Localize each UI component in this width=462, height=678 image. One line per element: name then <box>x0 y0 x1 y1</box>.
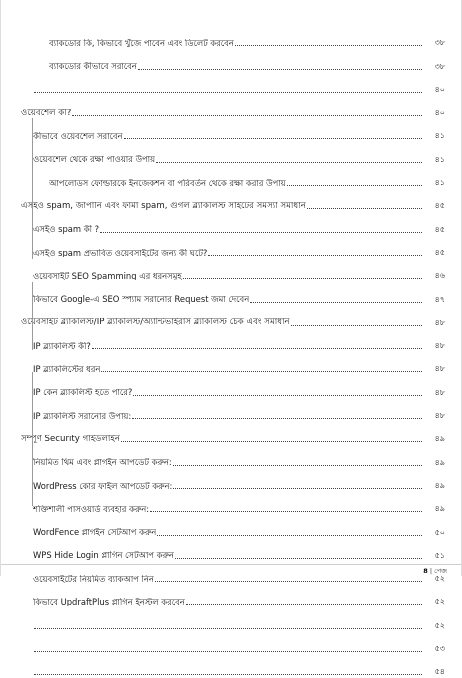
toc-entry-page: ৪১ <box>434 131 445 141</box>
table-of-contents <box>1 26 461 678</box>
toc-entry[interactable] <box>1 632 461 655</box>
toc-entry[interactable] <box>1 119 461 142</box>
toc-entry-title: IP ব্ল্যাকলিস্টের ধরন <box>33 365 101 374</box>
toc-entry-title: কিভাবে Google-এ SEO স্প্যাম সরানোর Request জমা দেবেন <box>33 295 250 304</box>
toc-dot-leader <box>34 92 422 93</box>
toc-dot-leader <box>92 348 422 349</box>
toc-entry-title: এসইও spam কী ? <box>33 225 100 234</box>
toc-entry-title: সম্পূর্ণ Security গাইডলাইন <box>21 434 120 444</box>
toc-dot-leader <box>307 208 422 209</box>
toc-entry[interactable] <box>1 608 461 631</box>
toc-entry[interactable] <box>1 539 461 562</box>
footer-separator: | <box>427 567 435 575</box>
toc-entry[interactable] <box>1 282 461 305</box>
toc-entry-page: ৫২ <box>434 574 445 584</box>
toc-entry-page: ৪৫ <box>434 224 445 234</box>
toc-dot-leader <box>156 162 422 163</box>
toc-entry[interactable] <box>1 585 461 608</box>
toc-entry-title: WordFence প্লাগইন সেটআপ করুন <box>33 528 157 537</box>
toc-entry-page: ৪০ <box>434 108 445 118</box>
toc-entry-page: ৪৮ <box>434 341 445 351</box>
toc-entry[interactable] <box>1 236 461 259</box>
toc-entry[interactable] <box>1 96 461 119</box>
toc-entry-page: ৪৫ <box>434 201 445 211</box>
toc-entry-page: ৪১ <box>434 154 445 164</box>
toc-dot-leader <box>157 535 422 536</box>
toc-entry[interactable] <box>1 655 461 678</box>
toc-guide-line-section-3 <box>32 282 33 350</box>
toc-dot-leader <box>121 441 422 442</box>
toc-entry-page: ৪১ <box>434 178 445 188</box>
toc-dot-leader <box>101 371 422 372</box>
toc-entry[interactable] <box>1 259 461 282</box>
toc-entry-page: ৫০ <box>434 527 445 537</box>
toc-dot-leader <box>34 628 422 629</box>
toc-entry-page: ৪৯ <box>434 457 445 467</box>
toc-entry-page: ৪০ <box>434 84 445 94</box>
toc-dot-leader <box>150 511 422 512</box>
toc-entry-title: ওয়েবসাইট SEO Spamming এর ধরনসমূহ <box>33 271 182 281</box>
toc-entry[interactable] <box>1 375 461 398</box>
toc-dot-leader <box>175 558 422 559</box>
toc-dot-leader <box>287 185 422 186</box>
toc-entry[interactable] <box>1 422 461 445</box>
toc-entry-title: ওয়েবশেল কী? <box>21 108 72 118</box>
toc-entry-page: ৪৮ <box>434 411 445 421</box>
toc-entry-title: আপলোডস ফোল্ডারকে ইনজেকশন বা পরিবর্তন থেকে রক্ষা করার উপায় <box>49 178 286 188</box>
toc-entry-title: কীভাবে ওয়েবশেল সরাবেন <box>33 132 123 141</box>
toc-dot-leader <box>173 488 422 489</box>
toc-dot-leader <box>132 418 422 419</box>
toc-entry-title: ব্যাকডোর কি, কিভাবে খুঁজে পাবেন এবং ডিলেট করবেন <box>49 38 234 48</box>
toc-entry-title: ব্যাকডোর কীভাবে সরাবেন <box>49 62 137 71</box>
footer-page-label: পেজ <box>434 567 447 575</box>
toc-dot-leader <box>250 302 422 303</box>
toc-entry-title: ওয়েবশেল থেকে রক্ষা পাওয়ার উপায় <box>33 155 156 164</box>
toc-entry-page: ৪৭ <box>434 294 445 304</box>
toc-entry[interactable] <box>1 166 461 189</box>
toc-entry[interactable] <box>1 492 461 515</box>
toc-dot-leader <box>291 325 422 326</box>
page-footer <box>1 564 461 576</box>
toc-dot-leader <box>208 255 422 256</box>
toc-dot-leader <box>138 69 422 70</box>
toc-entry[interactable] <box>1 212 461 235</box>
toc-entry-title: ওয়েবসাইট ব্ল্যাকলিস্ট/IP ব্ল্যাকলিস্ট/অ্যান্টিভাইরাস ব্ল্যাকলিস্ট চেক এবং সমাধান <box>21 318 290 327</box>
toc-entry-page: ৫২ <box>434 620 445 630</box>
footer-page-number: 8 <box>423 567 428 575</box>
toc-entry-page: ৪৯ <box>434 434 445 444</box>
toc-dot-leader <box>34 651 422 652</box>
toc-entry-page: ৫৩ <box>434 644 445 654</box>
toc-entry-title: নিয়মিত থিম এবং প্লাগইন আপডেট করুন: <box>33 458 172 467</box>
toc-entry-page: ৪৯ <box>434 504 445 514</box>
toc-entry-title: IP ব্ল্যাকলিস্ট সরানোর উপায়: <box>33 411 132 421</box>
toc-entry[interactable] <box>1 445 461 468</box>
toc-guide-line-section-4 <box>32 372 33 506</box>
toc-entry-page: ৫১ <box>434 550 445 560</box>
toc-dot-leader <box>173 465 422 466</box>
toc-entry-page: ৪৯ <box>434 480 445 490</box>
toc-dot-leader <box>133 395 422 396</box>
toc-entry[interactable] <box>1 399 461 422</box>
toc-dot-leader <box>183 278 422 279</box>
toc-entry[interactable] <box>1 306 461 329</box>
toc-entry-page: ৫২ <box>434 597 445 607</box>
toc-entry-title: IP কেন ব্ল্যাকলিস্ট হতে পারে? <box>33 388 133 397</box>
toc-entry-page: ৩৮ <box>434 61 445 71</box>
toc-entry-title: ওয়েবসাইটের নিয়মিত ব্যাকআপ নিন <box>33 574 154 584</box>
toc-entry[interactable] <box>1 49 461 72</box>
toc-entry-page: ৪৮ <box>434 317 445 327</box>
toc-entry-title: শক্তিশালী পাসওয়ার্ড ব্যবহার করুন: <box>33 504 150 514</box>
toc-entry-page: ৪৮ <box>434 364 445 374</box>
toc-entry[interactable] <box>1 142 461 165</box>
toc-entry-page: ৩৮ <box>434 38 445 48</box>
toc-entry[interactable] <box>1 515 461 538</box>
toc-entry-title: WPS Hide Login প্লাগিন সেটআপ করুন <box>33 551 174 560</box>
toc-entry[interactable] <box>1 352 461 375</box>
toc-entry-title: এসইও spam প্রভাবিত ওয়েবসাইটের জন্য কী ঘটে? <box>33 248 208 257</box>
toc-entry-title: এসইও spam, জাপানি এবং ফার্মা spam, গুগল ব্ল্যাকলিস্ট সাইটের সমস্যা সমাধান <box>21 201 306 211</box>
toc-dot-leader <box>235 45 422 46</box>
toc-entry[interactable] <box>1 26 461 49</box>
toc-dot-leader <box>34 674 422 675</box>
toc-entry-page: ৫৪ <box>434 667 445 677</box>
toc-entry-title: IP ব্ল্যাকলিস্ট কী? <box>33 341 91 351</box>
toc-dot-leader <box>186 604 422 605</box>
toc-dot-leader <box>72 115 422 116</box>
toc-entry[interactable] <box>1 469 461 492</box>
toc-entry-page: ৪৮ <box>434 387 445 397</box>
toc-entry-title: কিভাবে UpdraftPlus প্লাগিন ইনস্টল করবেন <box>33 598 185 607</box>
toc-entry[interactable] <box>1 329 461 352</box>
toc-dot-leader <box>100 232 422 233</box>
toc-guide-line-section-2 <box>32 189 33 259</box>
toc-dot-leader <box>155 581 422 582</box>
toc-entry-title: WordPress কোর ফাইল আপডেট করুন: <box>33 481 173 490</box>
toc-entry[interactable] <box>1 189 461 212</box>
toc-entry-page: ৪৬ <box>434 271 445 281</box>
toc-dot-leader <box>124 138 422 139</box>
toc-entry-page: ৪৫ <box>434 247 445 257</box>
toc-entry[interactable] <box>1 73 461 96</box>
